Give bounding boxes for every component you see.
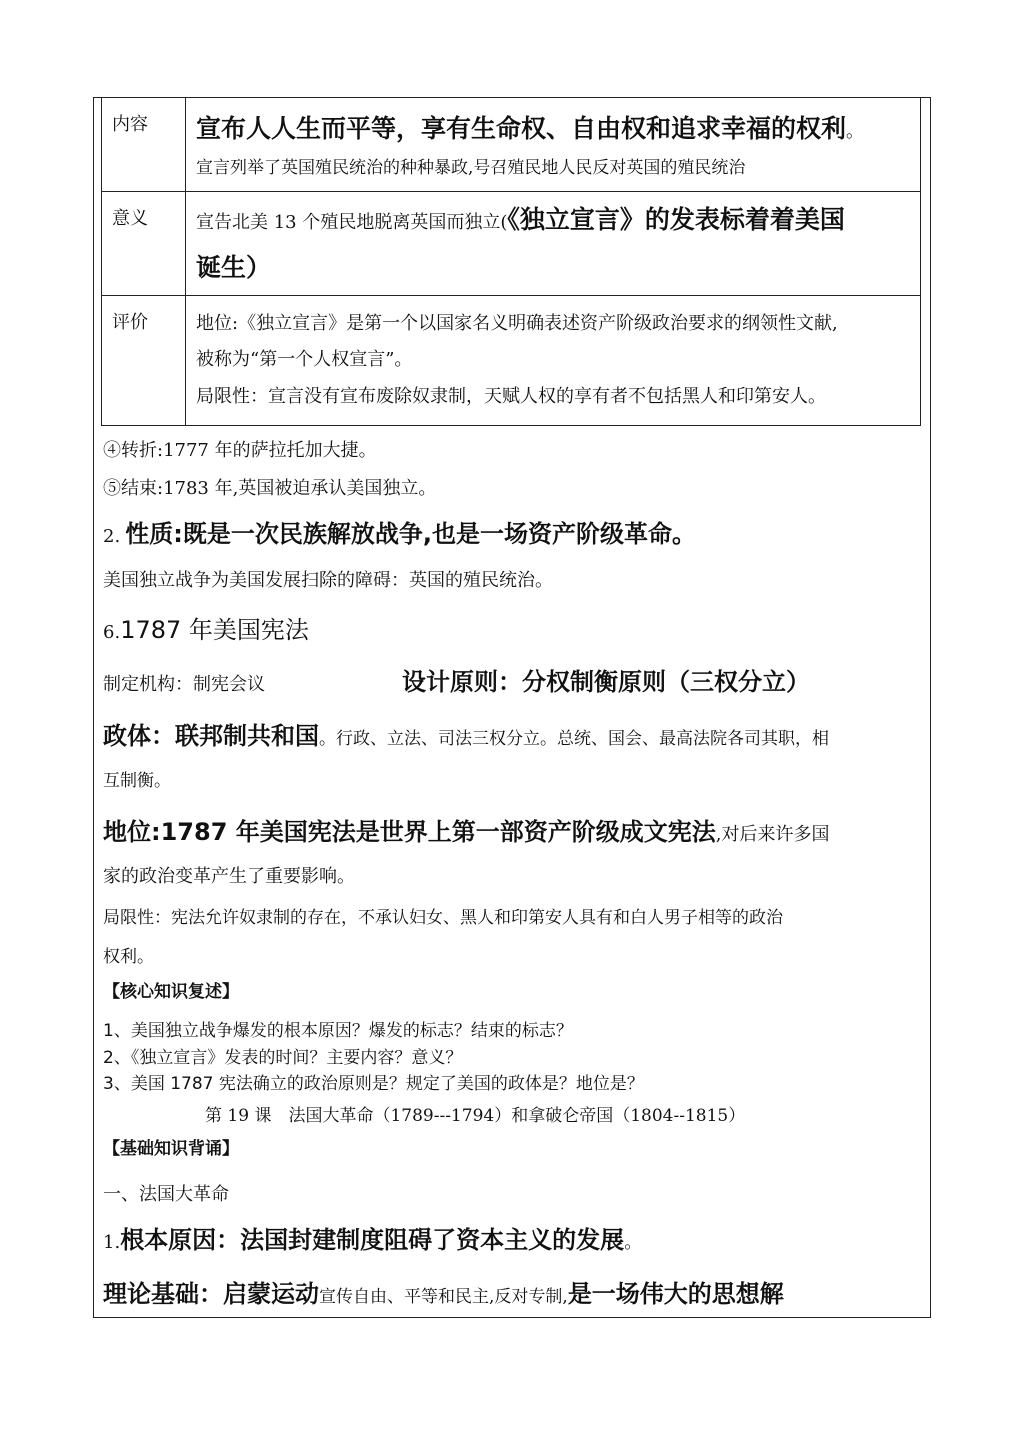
content-period: 。 <box>846 121 865 142</box>
evaluation-status: 地位:《独立宣言》是第一个以国家名义明确表述资产阶级政治要求的纲领性文献, <box>196 313 838 334</box>
significance-line-1 <box>196 196 920 244</box>
constitution-prefix: 6. <box>103 622 121 643</box>
turning-point: ④转折:1777 年的萨拉托加大捷。 <box>103 440 377 461</box>
status-rest: ,对后来许多国 <box>715 824 830 845</box>
row-label-content: 内容 <box>102 98 186 192</box>
question-1: 1、美国独立战争爆发的根本原因？爆发的标志？结束的标志？ <box>103 1021 573 1041</box>
theory-bold-2: 是一场伟大的思想解 <box>567 1280 784 1308</box>
lesson-title: 第 19 课 法国大革命（1789---1794）和拿破仑帝国（1804--1815） <box>205 1106 746 1126</box>
significance-bold: 《独立宣言》的发表标着着美国 <box>507 205 845 234</box>
evaluation-title: 被称为“第一个人权宣言”。 <box>196 349 413 370</box>
root-cause-end: 。 <box>624 1232 643 1253</box>
question-3: 3、美国 1787 宪法确立的政治原则是？规定了美国的政体是？地位是？ <box>103 1074 644 1094</box>
content-main-point: 宣布人人生而平等，享有生命权、自由权和追求幸福的权利 <box>196 114 847 143</box>
review-heading: 【核心知识复述】 <box>103 982 239 1002</box>
row-label-evaluation: 评价 <box>102 296 186 426</box>
status-bold: 地位:1787 年美国宪法是世界上第一部资产阶级成文宪法 <box>103 818 716 846</box>
significance-line-2: 诞生） <box>196 253 272 282</box>
government-bold: 政体：联邦制共和国 <box>103 722 319 750</box>
question-2: 2、《独立宣言》发表的时间？主要内容？意义？ <box>103 1048 463 1068</box>
institution-text: 制定机构：制宪会议 <box>103 674 265 695</box>
declaration-table <box>101 97 921 426</box>
status-line <box>103 812 829 847</box>
row-label-significance: 意义 <box>102 192 186 296</box>
government-line <box>103 716 829 751</box>
basics-heading: 【基础知识背诵】 <box>103 1139 239 1159</box>
row-significance-cell <box>186 192 921 296</box>
limitation-line: 局限性：宪法允许奴隶制的存在，不承认妇女、黑人和印第安人具有和白人男子相等的政治 <box>103 908 783 928</box>
nature-text: 性质:既是一次民族解放战争,也是一场资产阶级革命。 <box>125 520 696 548</box>
theory-normal: 宣传自由、平等和民主,反对专制, <box>319 1287 568 1307</box>
row-content-cell <box>186 98 921 192</box>
constitution-heading <box>103 610 309 645</box>
status-line-2: 家的政治变革产生了重要影响。 <box>103 866 355 887</box>
root-cause-line <box>103 1220 642 1255</box>
war-end: ⑤结束:1783 年,英国被迫承认美国独立。 <box>103 478 437 499</box>
section-one-heading: 一、法国大革命 <box>103 1184 229 1205</box>
nature-prefix: 2. <box>103 526 121 547</box>
limitation-line-2: 权利。 <box>103 947 154 967</box>
constitution-title: 1787 年美国宪法 <box>120 616 309 644</box>
theory-line <box>103 1274 784 1309</box>
table-row-significance <box>102 192 921 296</box>
nature-heading <box>103 514 696 549</box>
root-cause-prefix: 1. <box>103 1232 121 1253</box>
significance-normal: 宣告北美 13 个殖民地脱离英国而独立( <box>196 212 508 233</box>
obstacle-text: 美国独立战争为美国发展扫除的障碍：英国的殖民统治。 <box>103 570 553 591</box>
government-line-2: 互制衡。 <box>103 771 171 791</box>
row-evaluation-cell <box>186 296 921 426</box>
theory-bold: 理论基础：启蒙运动 <box>103 1280 319 1308</box>
design-principle: 设计原则：分权制衡原则（三权分立） <box>402 668 810 696</box>
content-line-2: 宣言列举了英国殖民统治的种种暴政,号召殖民地人民反对英国的殖民统治 <box>196 158 746 178</box>
government-rest: 。行政、立法、司法三权分立。总统、国会、最高法院各司其职，相 <box>319 729 829 749</box>
root-cause-text: 根本原因：法国封建制度阻碍了资本主义的发展 <box>120 1226 625 1254</box>
table-row-content <box>102 98 921 192</box>
table-row-evaluation <box>102 296 921 426</box>
content-line-1 <box>196 108 920 150</box>
evaluation-limitation: 局限性：宣言没有宣布废除奴隶制，天赋人权的享有者不包括黑人和印第安人。 <box>196 386 826 407</box>
